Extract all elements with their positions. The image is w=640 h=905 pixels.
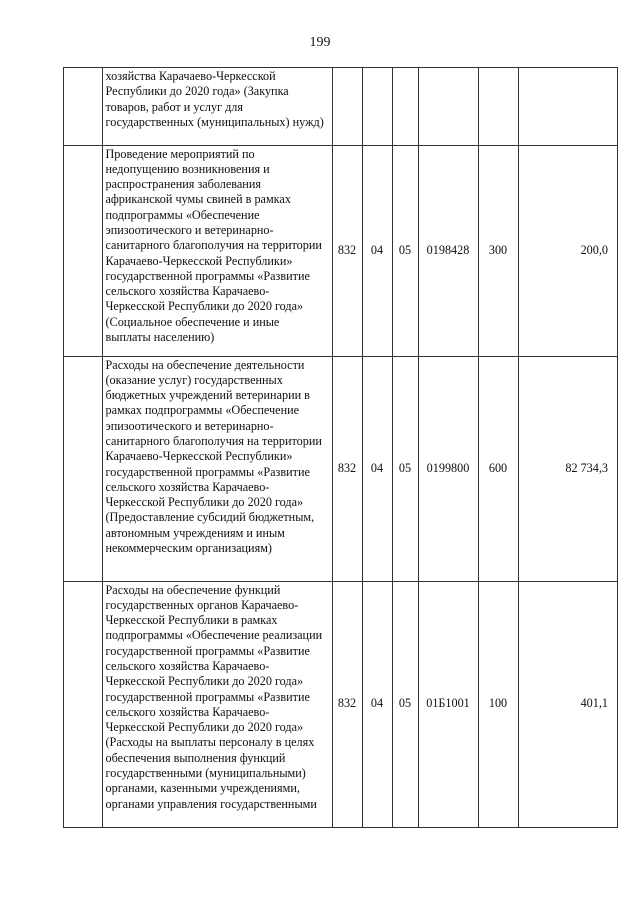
code-cell: 832: [332, 581, 362, 827]
expense-type-cell: 600: [478, 356, 518, 581]
section-cell: 04: [362, 356, 392, 581]
table-row: [64, 356, 618, 581]
expense-type-cell: 300: [478, 145, 518, 356]
index-cell: [64, 356, 102, 581]
target-cell: 0198428: [418, 145, 478, 356]
expense-type-cell: 100: [478, 581, 518, 827]
target-cell: [418, 68, 478, 145]
table-row: [64, 68, 618, 145]
index-cell: [64, 581, 102, 827]
index-cell: [64, 68, 102, 145]
expense-type-cell: [478, 68, 518, 145]
target-cell: 0199800: [418, 356, 478, 581]
code-cell: [332, 68, 362, 145]
budget-table: [63, 67, 618, 828]
table-row: [64, 581, 618, 827]
section-cell: 04: [362, 581, 392, 827]
subsection-cell: 05: [392, 356, 418, 581]
index-cell: [64, 145, 102, 356]
code-cell: 832: [332, 356, 362, 581]
description-cell: Расходы на обеспечение деятельности (оказание услуг) государственных бюджетных учреждений ветеринарии в рамках подпрограммы «Обеспечение эпизоотического и ветеринарно-санитарного благополучия на территории Карачаево-Черкесской Республики» государственной программы «Развитие сельского хозяйства Карачаево-Черкесской Республики до 2020 года» (Предоставление субсидий бюджетным, автономным учреждениям и иным некоммерческим организациям): [102, 356, 332, 581]
description-cell: хозяйства Карачаево-Черкесской Республики до 2020 года» (Закупка товаров, работ и услуг для государственных (муниципальных) нужд): [102, 68, 332, 145]
description-cell: Расходы на обеспечение функций государственных органов Карачаево-Черкесской Республики в рамках подпрограммы «Обеспечение реализации государственной программы «Развитие сельского хозяйства Карачаево-Черкесской Республики до 2020 года» государственной программы «Развитие сельского хозяйства Карачаево-Черкесской Республики до 2020 года» (Расходы на выплаты персоналу в целях обеспечения выполнения функций государственными (муниципальными) органами, казенными учреждениями, органами управления государственными: [102, 581, 332, 827]
amount-cell: 200,0: [518, 145, 618, 356]
page-number: 199: [309, 35, 331, 50]
subsection-cell: 05: [392, 145, 418, 356]
code-cell: 832: [332, 145, 362, 356]
section-cell: [362, 68, 392, 145]
subsection-cell: [392, 68, 418, 145]
table-row: [64, 145, 618, 356]
subsection-cell: 05: [392, 581, 418, 827]
amount-cell: [518, 68, 618, 145]
target-cell: 01Б1001: [418, 581, 478, 827]
section-cell: 04: [362, 145, 392, 356]
description-cell: Проведение мероприятий по недопущению возникновения и распространения заболевания африканской чумы свиней в рамках подпрограммы «Обеспечение эпизоотического и ветеринарно-санитарного благополучия на территории Карачаево-Черкесской Республики» государственной программы «Развитие сельского хозяйства Карачаево-Черкесской Республики до 2020 года» (Социальное обеспечение и иные выплаты населению): [102, 145, 332, 356]
amount-cell: 401,1: [518, 581, 618, 827]
amount-cell: 82 734,3: [518, 356, 618, 581]
